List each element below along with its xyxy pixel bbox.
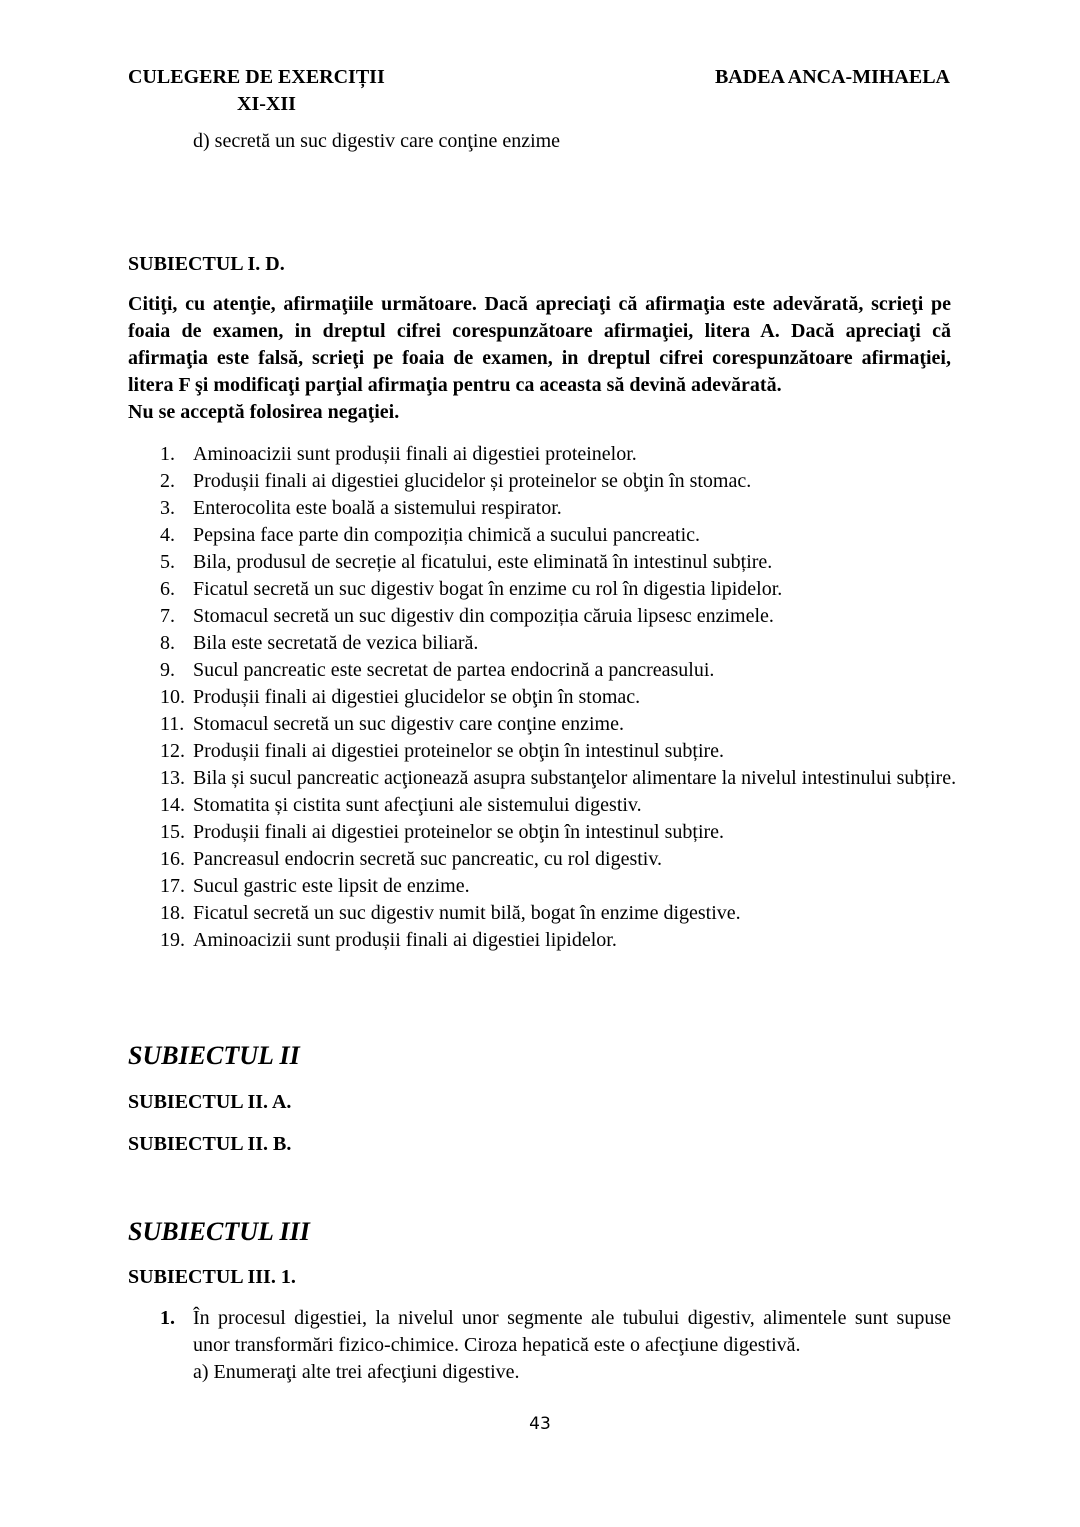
- instructions-text: Citiţi, cu atenţie, afirmaţiile următoare. Dacă apreciaţi că afirmaţia este adevărată, scrieţi pe foaia de examen, in dreptul cifrei corespunzătoare afirmaţiei, litera A. Dacă apreciaţi că afirmaţia este falsă, scrieţi pe foaia de examen, in dreptul cifrei corespunzătoare afirmaţiei, litera F şi modificaţi parţial afirmaţia pentru ca aceasta să devină adevărată.: [128, 293, 951, 396]
- statement-text: Bila și sucul pancreatic acţionează asupra substanţelor alimentare la nivelul intestinului subțire.: [193, 767, 957, 789]
- continued-option-d: d) secretă un suc digestiv care conţine enzime: [193, 130, 561, 152]
- statement-number: 5.: [160, 551, 175, 573]
- page-number: 43: [529, 1414, 551, 1434]
- statement-text: Produșii finali ai digestiei proteinelor se obţin în intestinul subțire.: [193, 821, 725, 843]
- header-title-line1: CULEGERE DE EXERCIȚII: [128, 66, 385, 88]
- header-title-line2: XI-XII: [237, 93, 296, 115]
- statement-text: Pepsina face parte din compoziția chimică a sucului pancreatic.: [193, 524, 701, 546]
- statement-item: [160, 576, 960, 603]
- statement-text: Produșii finali ai digestiei glucidelor se obţin în stomac.: [193, 686, 641, 708]
- statement-item: [160, 684, 960, 711]
- statement-text: Sucul pancreatic este secretat de partea endocrină a pancreasului.: [193, 659, 715, 681]
- statement-item: [160, 900, 960, 927]
- statement-number: 14.: [160, 794, 185, 816]
- question-1: [160, 1305, 951, 1386]
- statement-text: Aminoacizii sunt produșii finali ai digestiei proteinelor.: [193, 443, 637, 465]
- statement-number: 10.: [160, 686, 185, 708]
- statements-list: [160, 441, 960, 954]
- section-2a-title: SUBIECTUL II. A.: [128, 1091, 292, 1113]
- statement-text: Enterocolita este boală a sistemului respirator.: [193, 497, 562, 519]
- statement-item: [160, 630, 960, 657]
- statement-text: Aminoacizii sunt produșii finali ai digestiei lipidelor.: [193, 929, 617, 951]
- statement-item: [160, 522, 960, 549]
- statement-number: 9.: [160, 659, 175, 681]
- statement-text: Ficatul secretă un suc digestiv bogat în enzime cu rol în digestia lipidelor.: [193, 578, 783, 600]
- statement-number: 8.: [160, 632, 175, 654]
- statement-text: Stomacul secretă un suc digestiv din compoziția căruia lipsesc enzimele.: [193, 605, 774, 627]
- statement-item: [160, 549, 960, 576]
- statement-number: 18.: [160, 902, 185, 924]
- question-text: [160, 1305, 951, 1386]
- statement-item: [160, 441, 960, 468]
- statement-text: Produșii finali ai digestiei glucidelor și proteinelor se obţin în stomac.: [193, 470, 752, 492]
- header-author: BADEA ANCA-MIHAELA: [714, 66, 950, 88]
- statement-number: 7.: [160, 605, 175, 627]
- section-2-title: SUBIECTUL II: [128, 1041, 300, 1070]
- statement-text: Bila, produsul de secreție al ficatului, este eliminată în intestinul subțire.: [193, 551, 773, 573]
- statement-number: 6.: [160, 578, 175, 600]
- statement-text: Stomacul secretă un suc digestiv care conţine enzime.: [193, 713, 624, 735]
- statement-number: 13.: [160, 767, 185, 789]
- statement-text: Bila este secretată de vezica biliară.: [193, 632, 479, 654]
- statement-text: Produșii finali ai digestiei proteinelor se obţin în intestinul subțire.: [193, 740, 725, 762]
- statement-item: [160, 927, 960, 954]
- statement-number: 16.: [160, 848, 185, 870]
- statement-text: Pancreasul endocrin secretă suc pancreatic, cu rol digestiv.: [193, 848, 663, 870]
- statement-item: [160, 873, 960, 900]
- header-book-title: [128, 64, 428, 118]
- statement-number: 19.: [160, 929, 185, 951]
- statement-item: [160, 657, 960, 684]
- statement-number: 12.: [160, 740, 185, 762]
- statement-number: 15.: [160, 821, 185, 843]
- section-1d-title: SUBIECTUL I. D.: [128, 253, 285, 275]
- statement-item: [160, 711, 960, 738]
- statement-number: 2.: [160, 470, 175, 492]
- statement-item: [160, 738, 960, 765]
- section-3-1-title: SUBIECTUL III. 1.: [128, 1266, 296, 1288]
- statement-item: [160, 792, 960, 819]
- statement-number: 1.: [160, 443, 175, 465]
- section-1d-instructions: [128, 291, 951, 426]
- statement-item: [160, 603, 960, 630]
- question-statement: În procesul digestiei, la nivelul unor segmente ale tubului digestiv, alimentele sunt supuse unor transformări fizico-chimice. Ciroza hepatică este o afecţiune digestivă.: [193, 1307, 951, 1356]
- instructions-last-line: Nu se acceptă folosirea negaţiei.: [128, 401, 400, 423]
- section-2b-title: SUBIECTUL II. B.: [128, 1133, 292, 1155]
- statement-item: [160, 819, 960, 846]
- statement-text: Stomatita și cistita sunt afecţiuni ale sistemului digestiv.: [193, 794, 642, 816]
- statement-number: 17.: [160, 875, 185, 897]
- statement-number: 11.: [160, 713, 185, 735]
- statement-item: [160, 765, 960, 792]
- question-part-a: a) Enumeraţi alte trei afecţiuni digestive.: [193, 1361, 520, 1383]
- statement-text: Ficatul secretă un suc digestiv numit bilă, bogat în enzime digestive.: [193, 902, 741, 924]
- statement-number: 3.: [160, 497, 175, 519]
- statement-item: [160, 495, 960, 522]
- statement-item: [160, 468, 960, 495]
- question-number: 1.: [160, 1307, 175, 1329]
- section-3-title: SUBIECTUL III: [128, 1217, 310, 1246]
- statement-text: Sucul gastric este lipsit de enzime.: [193, 875, 470, 897]
- statement-number: 4.: [160, 524, 175, 546]
- statement-item: [160, 846, 960, 873]
